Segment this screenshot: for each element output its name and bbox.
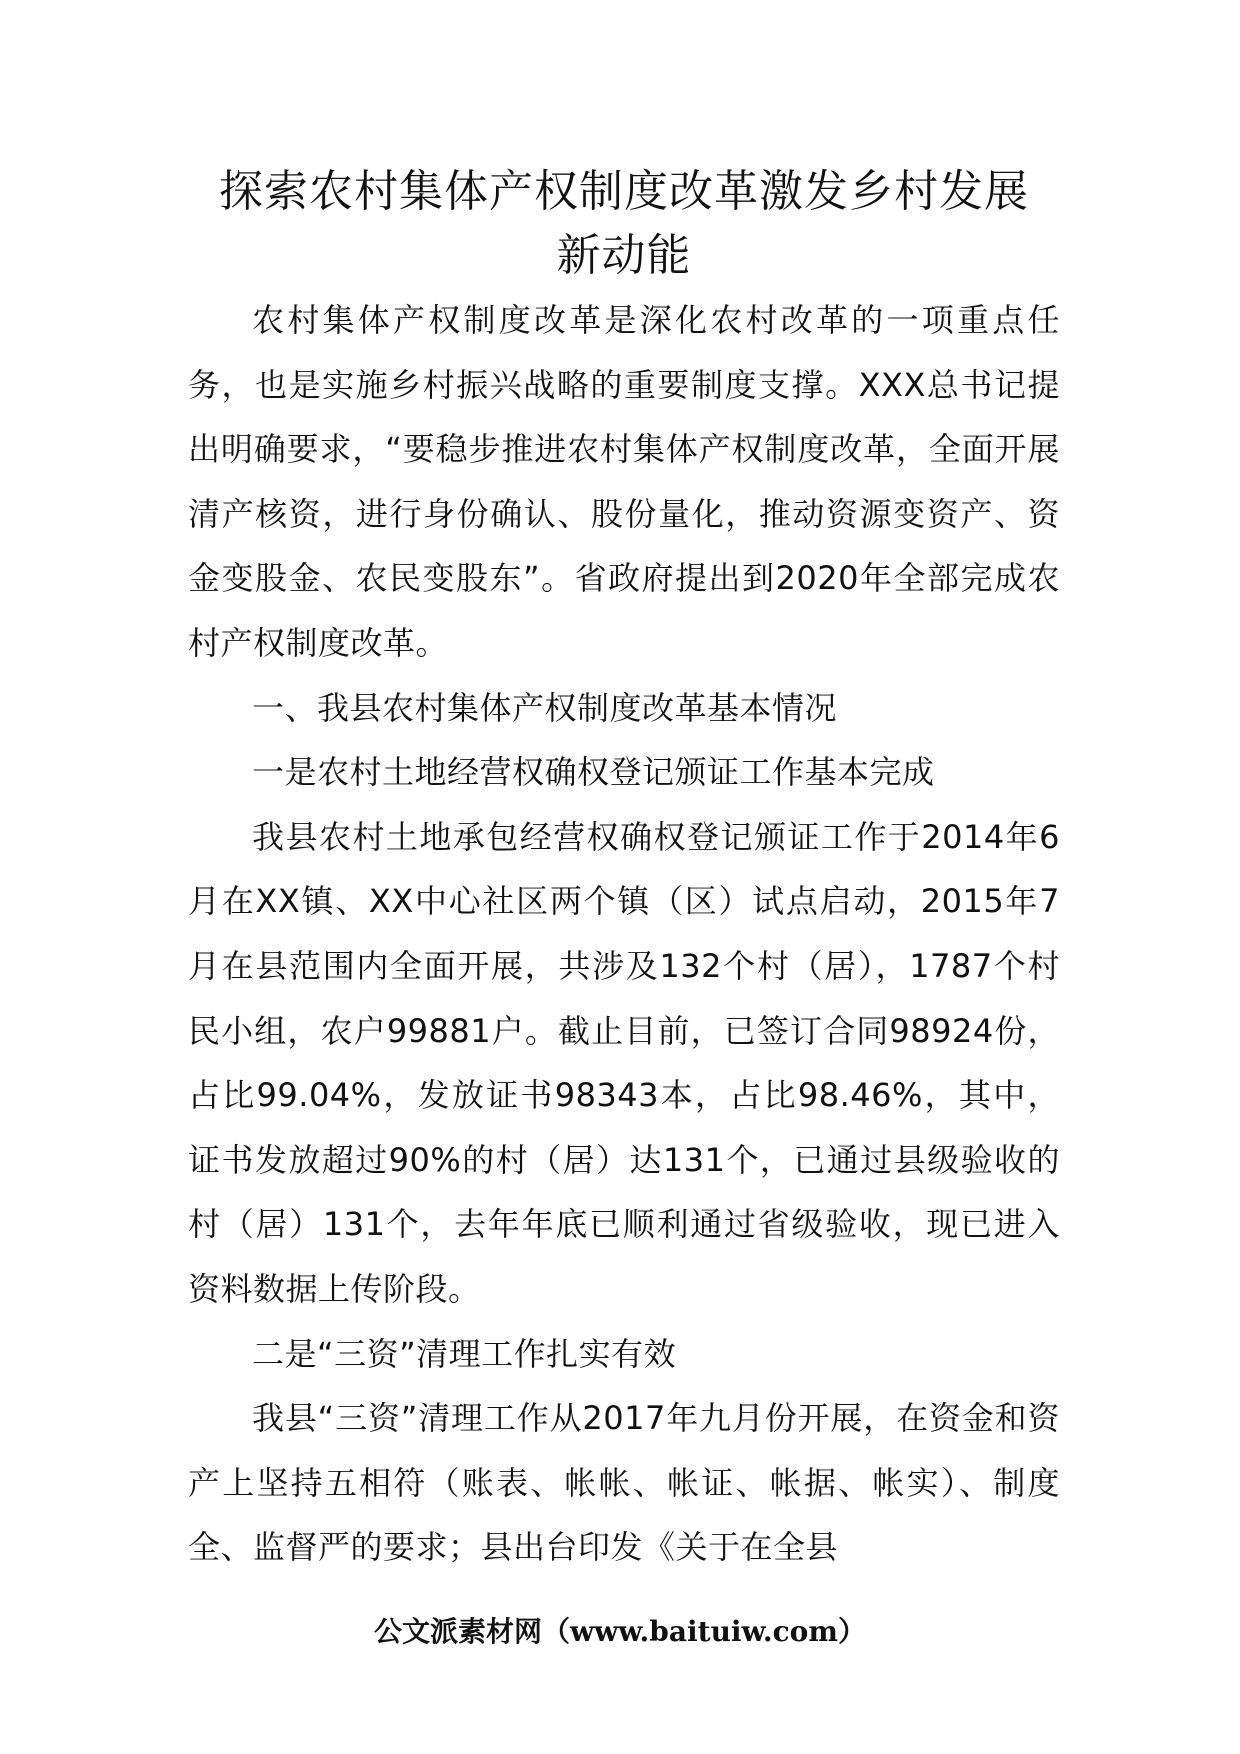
intro-paragraph: 农村集体产权制度改革是深化农村改革的一项重点任务，也是实施乡村振兴战略的重要制度支撑。XXX总书记提出明确要求，“要稳步推进农村集体产权制度改革，全面开展清产核资，进行身份确认、股份量化，推动资源变资产、资金变股金、农民变股东”。省政府提出到2020年全部完成农村产权制度改革。 — [188, 301, 1060, 662]
title-line-2: 新动能 — [556, 230, 692, 281]
footer-watermark: 公文派素材网（www.baituiw.com） — [374, 1615, 866, 1648]
body-paragraph-2: 我县“三资”清理工作从2017年九月份开展，在资金和资产上坚持五相符（账表、帐帐、帐证、帐据、帐实）、制度全、监督严的要求；县出台印发《关于在全县 — [188, 1399, 1060, 1567]
subsection-heading-1: 一是农村土地经营权确权登记颁证工作基本完成 — [252, 753, 935, 792]
document-page — [188, 160, 1060, 1580]
title-line-1: 探索农村集体产权制度改革激发乡村发展 — [219, 166, 1029, 217]
document-title — [188, 160, 1060, 288]
body-paragraph-1: 我县农村土地承包经营权确权登记颁证工作于2014年6月在XX镇、XX中心社区两个镇（区）试点启动，2015年7月在县范围内全面开展，共涉及132个村（居），1787个村民小组，农户99881户。截止目前，已签订合同98924份，占比99.04%，发放证书98343本，占比98.46%，其中，证书发放超过90%的村（居）达131个，已通过县级验收的村（居）131个，去年年底已顺利通过省级验收，现已进入资料数据上传阶段。 — [188, 817, 1060, 1308]
subsection-heading-2: 二是“三资”清理工作扎实有效 — [252, 1334, 677, 1373]
section-heading-1: 一、我县农村集体产权制度改革基本情况 — [252, 688, 838, 727]
